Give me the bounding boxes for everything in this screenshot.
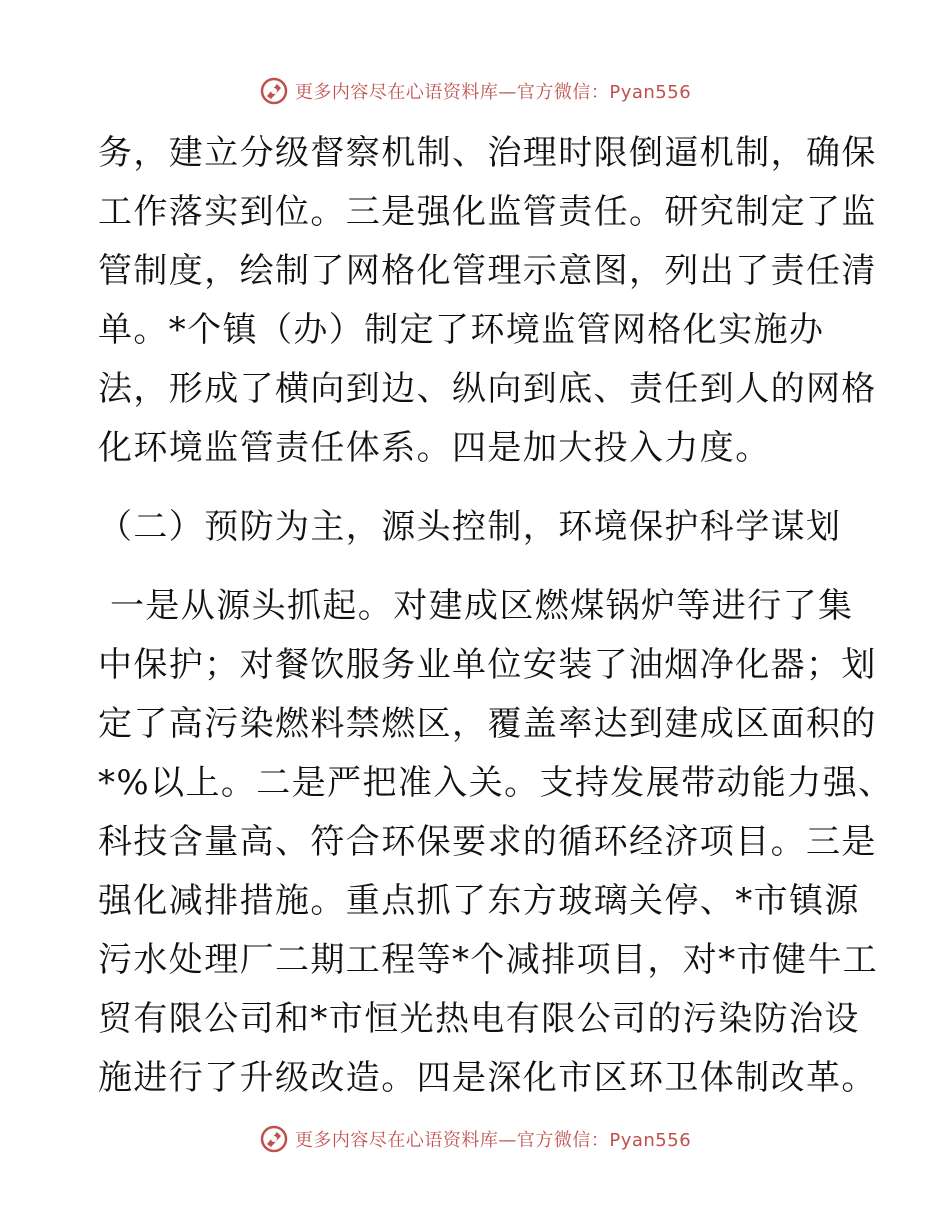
paragraph-line: 管制度，绘制了网格化管理示意图，列出了责任清 bbox=[98, 251, 877, 291]
paragraph-line: 强化减排措施。重点抓了东方玻璃关停、*市镇源 bbox=[98, 881, 860, 921]
paragraph-line: 科技含量高、符合环保要求的循环经济项目。三是 bbox=[98, 822, 877, 862]
paragraph-line: 定了高污染燃料禁燃区，覆盖率达到建成区面积的 bbox=[98, 704, 877, 744]
paragraph-line: 单。*个镇（办）制定了环境监管网格化实施办 bbox=[98, 310, 825, 350]
paragraph-line: 务，建立分级督察机制、治理时限倒逼机制，确保 bbox=[98, 133, 877, 173]
paragraph-line: 一是从源头抓起。对建成区燃煤锅炉等进行了集 bbox=[110, 586, 854, 626]
paragraph-line: 化环境监管责任体系。四是加大投入力度。 bbox=[98, 428, 771, 468]
paragraph-line: 中保护；对餐饮服务业单位安装了油烟净化器；划 bbox=[98, 645, 877, 685]
document-body bbox=[98, 124, 894, 1108]
header-watermark-text: 更多内容尽在心语资料库—官方微信：Pyan556 bbox=[294, 82, 692, 103]
paragraph-line: *%以上。二是严把准入关。支持发展带动能力强、 bbox=[98, 763, 894, 803]
footer-watermark bbox=[0, 1124, 950, 1154]
brand-logo-icon bbox=[259, 76, 289, 106]
paragraph-line: 施进行了升级改造。四是深化市区环卫体制改革。 bbox=[98, 1058, 877, 1098]
section-heading: （二）预防为主，源头控制，环境保护科学谋划 bbox=[98, 507, 842, 547]
header-watermark bbox=[0, 76, 950, 106]
footer-watermark-text: 更多内容尽在心语资料库—官方微信：Pyan556 bbox=[294, 1130, 692, 1151]
paragraph-line: 贸有限公司和*市恒光热电有限公司的污染防治设 bbox=[98, 999, 860, 1039]
paragraph-line: 污水处理厂二期工程等*个减排项目，对*市健牛工 bbox=[98, 940, 879, 980]
brand-logo-icon bbox=[259, 1124, 289, 1154]
paragraph-line: 工作落实到位。三是强化监管责任。研究制定了监 bbox=[98, 192, 877, 232]
paragraph-line: 法，形成了横向到边、纵向到底、责任到人的网格 bbox=[98, 369, 877, 409]
